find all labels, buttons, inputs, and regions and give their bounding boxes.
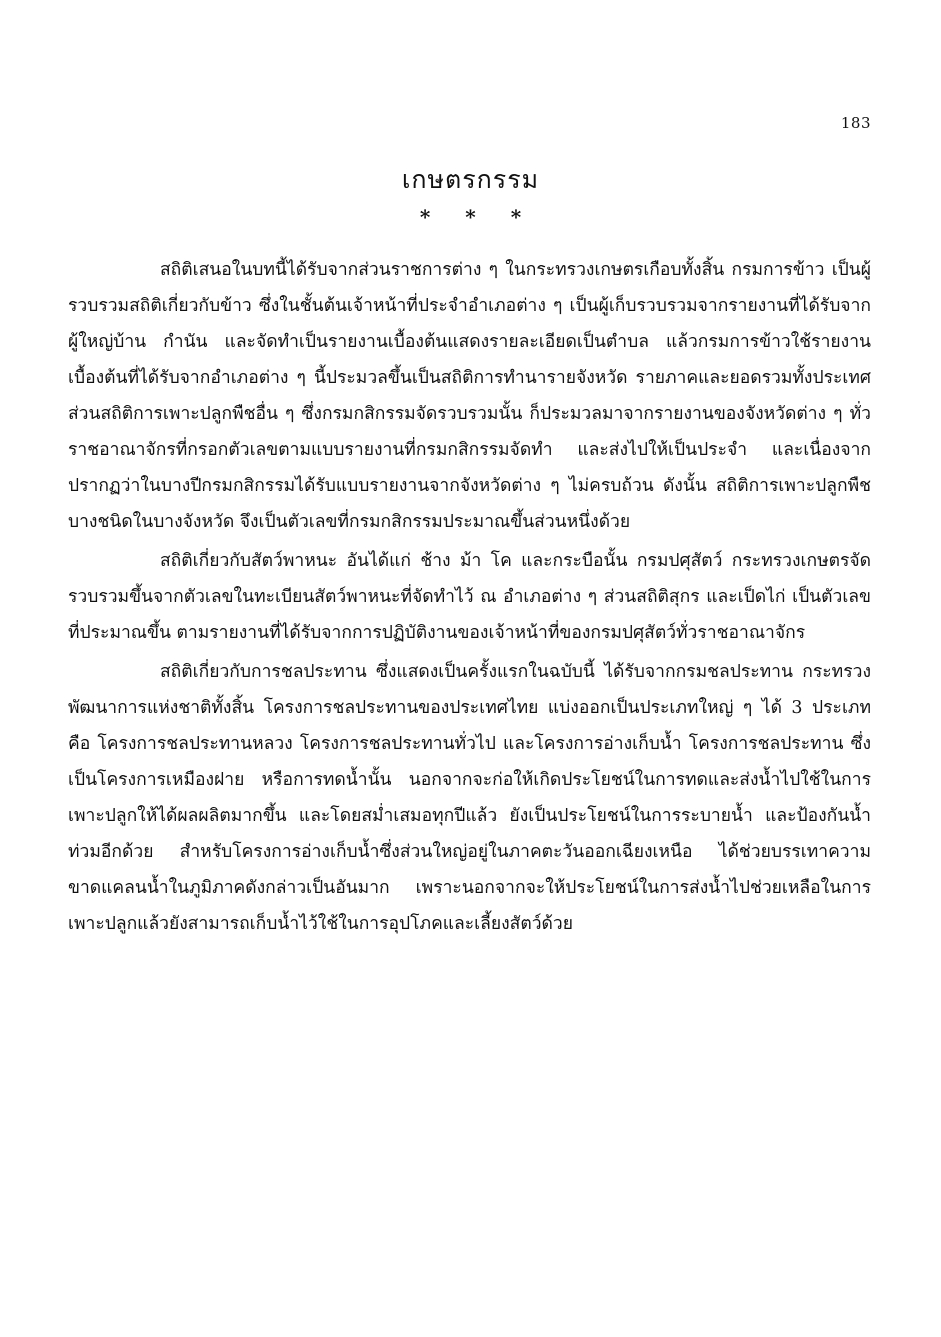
paragraph-rice-crops: สถิติเสนอในบทนี้ได้รับจากส่วนราชการต่าง ๆ ในกระทรวงเกษตรเกือบทั้งสิ้น กรมการข้าว เป็นผู้รวบรวมสถิติเกี่ยวกับข้าว ซึ่งในชั้นต้นเจ้าหน้าที่ประจำอำเภอต่าง ๆ เป็นผู้เก็บรวบรวมจากรายงานที่ได้รับจากผู้ใหญ่บ้าน กำนัน และจัดทำเป็นรายงานเบื้องต้นแสดงรายละเอียดเป็นตำบล แล้วกรมการข้าวใช้รายงานเบื้องต้นที่ได้รับจากอำเภอต่าง ๆ นี้ประมวลขึ้นเป็นสถิติการทำนารายจังหวัด รายภาคและยอดรวมทั้งประเทศ ส่วนสถิติการเพาะปลูกพืชอื่น ๆ ซึ่งกรมกสิกรรมจัดรวบรวมนั้น ก็ประมวลมาจากรายงานของจังหวัดต่าง ๆ ทั่วราชอาณาจักรที่กรอกตัวเลขตามแบบรายงานที่กรมกสิกรรมจัดทำ และส่งไปให้เป็นประจำ และเนื่องจากปรากฏว่าในบางปีกรมกสิกรรมได้รับแบบรายงานจากจังหวัดต่าง ๆ ไม่ครบถ้วน ดังนั้น สถิติการเพาะปลูกพืชบางชนิดในบางจังหวัด จึงเป็นตัวเลขที่กรมกสิกรรมประมาณขึ้นส่วนหนึ่งด้วย (68, 260, 871, 532)
section-title: เกษตรกรรม (401, 165, 540, 194)
paragraph-irrigation: สถิติเกี่ยวกับการชลประทาน ซึ่งแสดงเป็นครั้งแรกในฉบับนี้ ได้รับจากกรมชลประทาน กระทรวงพัฒนาการแห่งชาติทั้งสิ้น โครงการชลประทานของประเทศไทย แบ่งออกเป็นประเภทใหญ่ ๆ ได้ 3 ประเภท คือ โครงการชลประทานหลวง โครงการชลประทานทั่วไป และโครงการอ่างเก็บน้ำ โครงการชลประทาน ซึ่งเป็นโครงการเหมืองฝาย หรือการทดน้ำนั้น นอกจากจะก่อให้เกิดประโยชน์ในการทดและส่งน้ำไปใช้ในการเพาะปลูกให้ได้ผลผลิตมากขึ้น และโดยสม่ำเสมอทุกปีแล้ว ยังเป็นประโยชน์ในการระบายน้ำ และป้องกันน้ำท่วมอีกด้วย สำหรับโครงการอ่างเก็บน้ำซึ่งส่วนใหญ่อยู่ในภาคตะวันออกเฉียงเหนือ ได้ช่วยบรรเทาความขาดแคลนน้ำในภูมิภาคดังกล่าวเป็นอันมาก เพราะนอกจากจะให้ประโยชน์ในการส่งน้ำไปช่วยเหลือในการเพาะปลูกแล้วยังสามารถเก็บน้ำไว้ใช้ในการอุปโภคและเลี้ยงสัตว์ด้วย (68, 662, 871, 934)
section-separator: * * * (419, 205, 522, 229)
page-number: 183 (840, 114, 871, 132)
body-text (68, 252, 871, 945)
paragraph-livestock: สถิติเกี่ยวกับสัตว์พาหนะ อันได้แก่ ช้าง ม้า โค และกระบือนั้น กรมปศุสัตว์ กระทรวงเกษตรจัดรวบรวมขึ้นจากตัวเลขในทะเบียนสัตว์พาหนะที่จัดทำไว้ ณ อำเภอต่าง ๆ ส่วนสถิติสุกร และเป็ดไก่ เป็นตัวเลขที่ประมาณขึ้น ตามรายงานที่ได้รับจากการปฏิบัติงานของเจ้าหน้าที่ของกรมปศุสัตว์ทั่วราชอาณาจักร (68, 551, 871, 643)
